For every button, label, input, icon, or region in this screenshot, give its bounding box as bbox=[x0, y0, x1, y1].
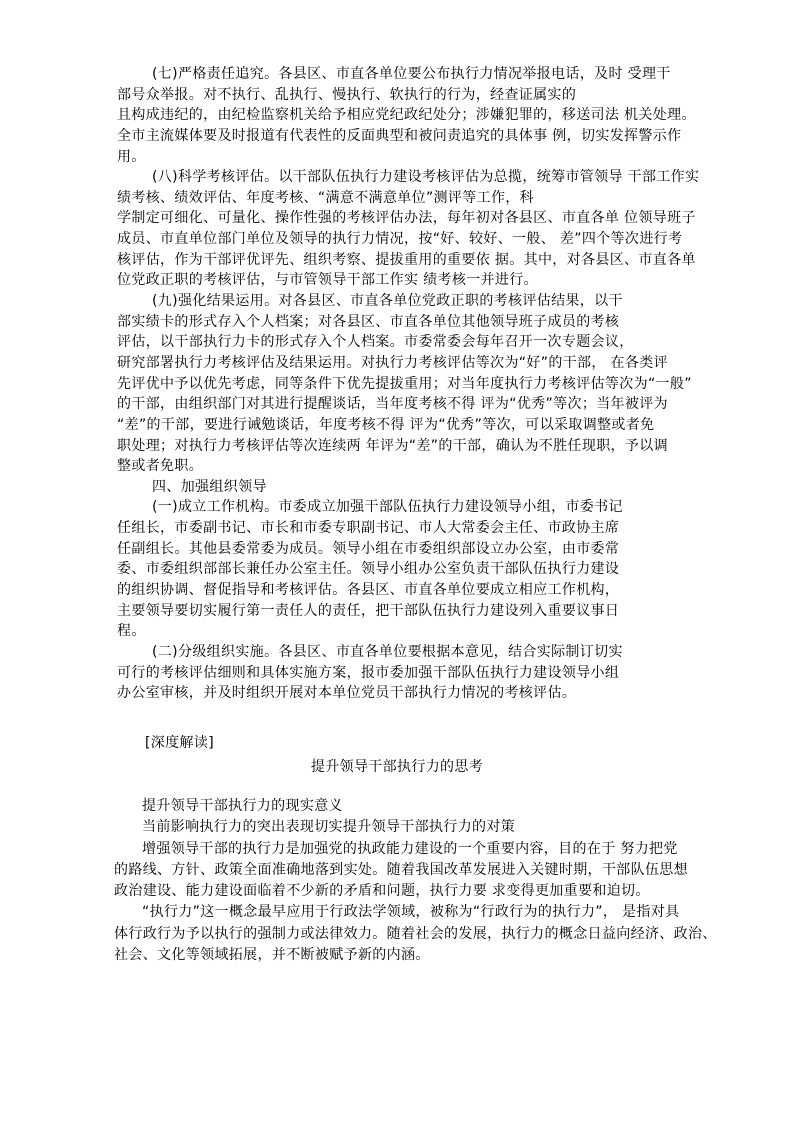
text-line: 整或者免职。 bbox=[117, 458, 204, 475]
text-line: 评估，以干部执行力卡的形式存入个人档案。市委常委会每年召开一次专题会议， bbox=[117, 334, 634, 351]
text-line: “执行力”这一概念最早应用于行政法学领域，被称为“行政行为的执行力”， 是指对具 bbox=[142, 904, 680, 921]
text-line: 办公室审核，并及时组织开展对本单位党员干部执行力情况的考核评估。 bbox=[117, 685, 577, 702]
text-line: (七)严格责任追究。各县区、市直各单位要公布执行力情况举报电话，及时 受理干 bbox=[152, 66, 671, 82]
text-line: 委、市委组织部部长兼任办公室主任。领导小组办公室负责干部队伍执行力建设 bbox=[117, 561, 620, 578]
text-line: 且构成违纪的，由纪检监察机关给予相应党纪政纪处分；涉嫌犯罪的，移送司法 机关处理。 bbox=[117, 107, 696, 124]
text-line: 的组织协调、督促指导和考核评估。各县区、市直各单位要成立相应工作机构， bbox=[117, 582, 620, 599]
text-line: 部实绩卡的形式存入个人档案；对各县区、市直各单位其他领导班子成员的考核 bbox=[117, 313, 620, 330]
text-line: (二)分级组织实施。各县区、市直各单位要根据本意见，结合实际制订切实 bbox=[152, 643, 623, 660]
text-line: 任组长，市委副书记、市长和市委专职副书记、市人大常委会主任、市政协主席 bbox=[117, 520, 620, 537]
text-line: “差”的干部，要进行诫勉谈话，年度考核不得 评为“优秀”等次，可以采取调整或者免 bbox=[117, 416, 655, 433]
paragraph bbox=[114, 839, 734, 903]
text-line: (九)强化结果运用。对各县区、市直各单位党政正职的考核评估结果，以干 bbox=[152, 293, 623, 310]
text-line: (八)科学考核评估。以干部队伍执行力建设考核评估为总揽，统筹市管领导 干部工作实 bbox=[152, 169, 700, 186]
paragraph bbox=[117, 167, 717, 291]
text-line: 四、加强组织领导 bbox=[152, 478, 267, 495]
text-line: 绩考核、绩效评估、年度考核、“满意不满意单位”测评等工作，科 bbox=[117, 189, 535, 206]
text-line: 的干部，由组织部门对其进行提醒谈话，当年度考核不得 评为“优秀”等次；当年被评为 bbox=[117, 396, 668, 413]
text-line: 研究部署执行力考核评估及结果运用。对执行力考核评估等次为“好”的干部， 在各类评 bbox=[117, 354, 668, 371]
article-title: 提升领导干部执行力的思考 bbox=[310, 759, 484, 775]
text-line: 增强领导干部的执行力是加强党的执政能力建设的一个重要内容，目的在于 努力把党 bbox=[142, 840, 678, 857]
paragraph bbox=[114, 902, 734, 966]
paragraph bbox=[117, 64, 717, 167]
text-line: 当前影响执行力的突出表现切实提升领导干部执行力的对策 bbox=[142, 819, 516, 836]
text-line: 可行的考核评估细则和具体实施方案，报市委加强干部队伍执行力建设领导小组 bbox=[117, 664, 620, 681]
section-label: [深度解读] bbox=[145, 735, 215, 751]
paragraph bbox=[117, 497, 717, 641]
paragraph bbox=[117, 291, 717, 477]
paragraph bbox=[117, 642, 717, 704]
text-line: 位党政正职的考核评估，与市管领导干部工作实 绩考核一并进行。 bbox=[117, 272, 538, 289]
text-line: 体行政行为予以执行的强制力或法律效力。随着社会的发展，执行力的概念日益向经济、政治、 bbox=[114, 925, 717, 942]
text-line: 程。 bbox=[117, 623, 146, 640]
text-line: 先评优中予以优先考虑，同等条件下优先提拔重用；对当年度执行力考核评估等次为“一般” bbox=[117, 375, 692, 392]
text-line: 核评估，作为干部评优评先、组织考察、提拔重用的重要依 据。其中，对各县区、市直各单 bbox=[117, 251, 696, 268]
section-label-block bbox=[117, 733, 717, 754]
text-line: 部号众举报。对不执行、乱执行、慢执行、软执行的行为，经查证属实的 bbox=[117, 86, 577, 103]
paragraph bbox=[114, 796, 734, 817]
text-line: 的路线、方针、政策全面准确地落到实处。随着我国改革发展进入关键时期，干部队伍思想 bbox=[114, 861, 688, 878]
text-line: 职处理；对执行力考核评估等次连续两 年评为“差”的干部，确认为不胜任现职，予以调 bbox=[117, 437, 668, 454]
text-line: 全市主流媒体要及时报道有代表性的反面典型和被问责追究的具体事 例，切实发挥警示作 bbox=[117, 127, 682, 144]
paragraph bbox=[114, 817, 734, 838]
article-body bbox=[114, 796, 734, 966]
text-line: 任副组长。其他县委常委为成员。领导小组在市委组织部设立办公室，由市委常 bbox=[117, 540, 620, 557]
paragraph bbox=[117, 477, 717, 498]
text-line: (一)成立工作机构。市委成立加强干部队伍执行力建设领导小组，市委书记 bbox=[152, 499, 623, 516]
text-line: 主要领导要切实履行第一责任人的责任，把干部队伍执行力建设列入重要议事日 bbox=[117, 602, 620, 619]
policy-section bbox=[117, 64, 717, 704]
text-line: 学制定可细化、可量化、操作性强的考核评估办法，每年初对各县区、市直各单 位领导班子 bbox=[117, 210, 696, 227]
text-line: 用。 bbox=[117, 148, 146, 165]
text-line: 成员、市直单位部门单位及领导的执行力情况，按“好、较好、一般、 差”四个等次进行考 bbox=[117, 231, 683, 248]
text-line: 提升领导干部执行力的现实意义 bbox=[142, 798, 343, 814]
text-line: 社会、文化等领域拓展，并不断被赋予新的内涵。 bbox=[114, 947, 430, 964]
text-line: 政治建设、能力建设面临着不少新的矛盾和问题，执行力要 求变得更加重要和迫切。 bbox=[114, 883, 650, 900]
